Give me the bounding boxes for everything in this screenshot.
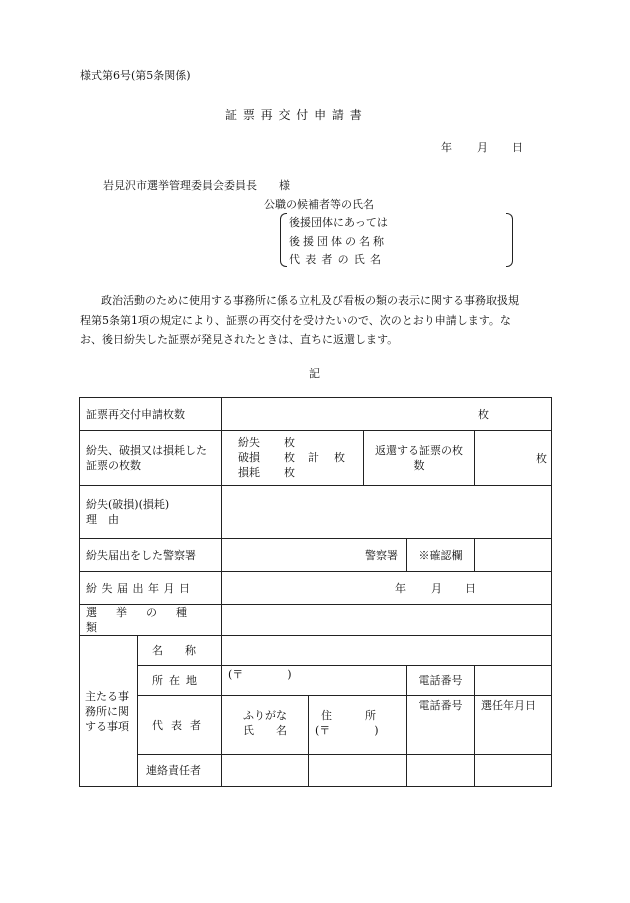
document-title: 証 票 再 交 付 申 請 書: [225, 108, 363, 122]
total-unit: 枚: [334, 451, 345, 464]
row-police: [80, 539, 552, 572]
contact-person-label: 連絡責任者: [146, 764, 201, 777]
lost-unit: 枚: [284, 436, 295, 449]
reason-sub-label: 理 由: [86, 513, 119, 526]
election-type-label: 選挙の種類: [86, 606, 206, 634]
application-table: [79, 397, 552, 787]
person-name-label: 氏 名: [243, 724, 287, 737]
election-type-field[interactable]: [222, 605, 552, 636]
office-phone-label: 電話番号: [418, 674, 463, 687]
reissue-count-label: 証票再交付申請枚数: [86, 407, 185, 421]
row-representative: [80, 696, 552, 755]
row-report-date: [80, 572, 552, 605]
row-office-address: [80, 666, 552, 696]
row-loss-count: [80, 431, 552, 486]
ki-label: 記: [309, 367, 320, 380]
left-bracket: [280, 213, 287, 267]
lost-label: 紛失: [238, 436, 260, 449]
contact-field-1[interactable]: [222, 755, 309, 787]
reissue-count-unit: 枚: [478, 407, 489, 421]
damaged-label: 破損: [238, 451, 260, 464]
contact-field-3[interactable]: [407, 755, 475, 787]
police-label: 紛失届出をした警察署: [86, 548, 196, 562]
residence-label: 住 所: [321, 709, 376, 722]
body-line-1: 政治活動のために使用する事務所に係る立札及び看板の類の表示に関する事務取扱規: [101, 294, 519, 307]
report-date-day: 日: [465, 581, 476, 595]
office-postal: (〒 ): [228, 668, 292, 681]
row-election: [80, 605, 552, 636]
row-contact: [80, 755, 552, 787]
reason-label: 紛失(破損)(損耗): [86, 498, 170, 511]
office-name-field[interactable]: [222, 636, 552, 666]
report-date-label: 紛失届出年月日: [86, 581, 195, 595]
office-address-label: 所在地: [152, 674, 203, 687]
returned-count-label: 返還する証票の枚数: [375, 444, 463, 472]
damaged-unit: 枚: [284, 451, 295, 464]
group-note: 後援団体にあっては: [289, 216, 388, 229]
date-year: 年: [441, 141, 452, 154]
worn-unit: 枚: [284, 466, 295, 479]
report-date-year: 年: [395, 581, 406, 595]
contact-field-2[interactable]: [309, 755, 407, 787]
body-line-2: 程第5条第1項の規定により、証票の再交付を受けたいので、次のとおり申請します。な: [80, 314, 511, 327]
loss-count-label: 紛失、破損又は損耗した証票の枚数: [86, 444, 207, 472]
total-label: 計: [308, 451, 319, 464]
office-phone-field[interactable]: [475, 666, 552, 696]
row-reason: [80, 486, 552, 539]
reason-field[interactable]: [222, 486, 552, 539]
worn-label: 損耗: [238, 466, 260, 479]
representative-phone-label: 電話番号: [418, 699, 463, 712]
contact-field-4[interactable]: [475, 755, 552, 787]
office-section-label: 主たる事務所に関する事項: [85, 689, 129, 733]
returned-count-unit: 枚: [536, 451, 547, 465]
row-office-name: [80, 636, 552, 666]
office-name-label: 名 称: [152, 644, 196, 657]
representative-postal: (〒 ): [315, 724, 379, 737]
group-name-label: 後援団体の名称: [289, 235, 387, 248]
right-bracket: [506, 213, 513, 267]
appointment-date-label: 選任年月日: [481, 699, 536, 712]
row-reissue-count: [80, 398, 552, 431]
furigana-label: ふりがな: [243, 709, 287, 722]
date-day: 日: [512, 141, 523, 154]
candidate-name-label: 公職の候補者等の氏名: [264, 198, 374, 211]
representative-name-label: 代表者の氏名: [289, 253, 387, 266]
confirm-field[interactable]: [475, 539, 552, 572]
police-suffix: 警察署: [365, 548, 398, 562]
representative-label: 代表者: [152, 718, 209, 732]
body-line-3: お、後日紛失した証票が発見されたときは、直ちに返還します。: [80, 333, 399, 346]
addressee: 岩見沢市選挙管理委員会委員長 様: [103, 179, 290, 192]
report-date-month: 月: [431, 581, 442, 595]
form-number: 様式第6号(第5条関係): [80, 69, 191, 82]
confirm-label: ※確認欄: [418, 548, 463, 562]
date-month: 月: [477, 141, 488, 154]
